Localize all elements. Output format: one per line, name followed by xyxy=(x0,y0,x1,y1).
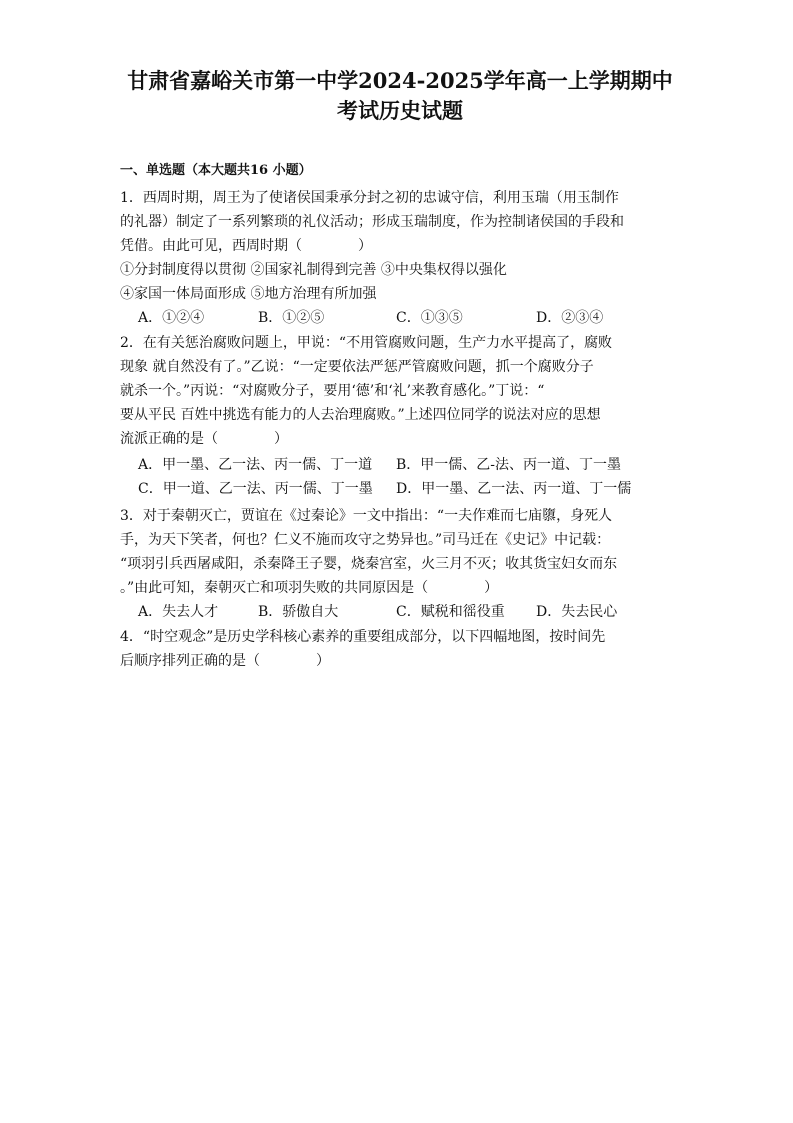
option-d: D．甲一墨、乙一法、丙一道、丁一儒 xyxy=(396,481,632,497)
exam-title-line-2: 考试历史试题 xyxy=(337,98,463,123)
question-3-line-2: 手，为天下笑者，何也？仁义不施而攻守之势异也。”司马迁在《史记》中记载： xyxy=(120,532,611,548)
question-1-line-2: 的礼器）制定了一系列繁琐的礼仪活动；形成玉瑞制度，作为控制诸侯国的手段和 xyxy=(120,214,624,230)
question-1-statements-2: ④家国一体局面形成 ⑤地方治理有所加强 xyxy=(120,286,377,302)
option-b: B．骄傲自大 xyxy=(258,604,339,620)
option-c: C．赋税和徭役重 xyxy=(396,604,505,620)
question-4-line-1: 4．“时空观念”是历史学科核心素养的重要组成部分，以下四幅地图，按时间先 xyxy=(120,629,606,645)
option-c: C．甲一道、乙一法、丙一儒、丁一墨 xyxy=(138,481,373,497)
question-2-line-2: 现象 就自然没有了。”乙说：“一定要依法严惩严管腐败问题，抓一个腐败分子 xyxy=(120,359,594,375)
option-a: A．甲一墨、乙一法、丙一儒、丁一道 xyxy=(138,457,373,473)
option-d: D．失去民心 xyxy=(536,604,618,620)
question-1-line-3: 凭借。由此可见，西周时期（ ） xyxy=(120,238,372,254)
option-b: B．①②⑤ xyxy=(258,310,325,326)
question-4-line-2: 后顺序排列正确的是（ ） xyxy=(120,653,330,669)
exam-title-line-1: 甘肃省嘉峪关市第一中学2024-2025学年高一上学期期中 xyxy=(127,68,673,93)
question-2-line-1: 2．在有关惩治腐败问题上，甲说：“不用管腐败问题，生产力水平提高了，腐败 xyxy=(120,335,613,351)
section-heading: 一、单选题（本大题共16 小题） xyxy=(120,163,312,178)
question-3-line-4: 。”由此可知，秦朝灭亡和项羽失败的共同原因是（ ） xyxy=(120,580,499,596)
option-a: A．失去人才 xyxy=(138,604,219,620)
exam-title xyxy=(100,66,700,126)
question-2-line-5: 流派正确的是（ ） xyxy=(120,431,288,447)
question-1-line-1: 1．西周时期，周王为了使诸侯国秉承分封之初的忠诚守信，利用玉瑞（用玉制作 xyxy=(120,190,619,206)
question-2-line-3: 就杀一个。”丙说：“对腐败分子，要用‘德’和‘礼’来教育感化。”丁说：“ xyxy=(120,383,545,399)
option-b: B．甲一儒、乙-法、丙一道、丁一墨 xyxy=(396,457,622,473)
question-3-line-3: “项羽引兵西屠咸阳，杀秦降王子婴，烧秦宫室，火三月不灭；收其货宝妇女而东 xyxy=(120,556,618,572)
option-c: C．①③⑤ xyxy=(396,310,463,326)
question-1-statements-1: ①分封制度得以贯彻 ②国家礼制得到完善 ③中央集权得以强化 xyxy=(120,262,507,278)
option-a: A．①②④ xyxy=(138,310,205,326)
question-2-line-4: 要从平民 百姓中挑选有能力的人去治理腐败。”上述四位同学的说法对应的思想 xyxy=(120,407,601,423)
option-d: D．②③④ xyxy=(536,310,604,326)
question-3-line-1: 3．对于秦朝灭亡，贾谊在《过秦论》一文中指出：“一夫作难而七庙隳，身死人 xyxy=(120,508,613,524)
